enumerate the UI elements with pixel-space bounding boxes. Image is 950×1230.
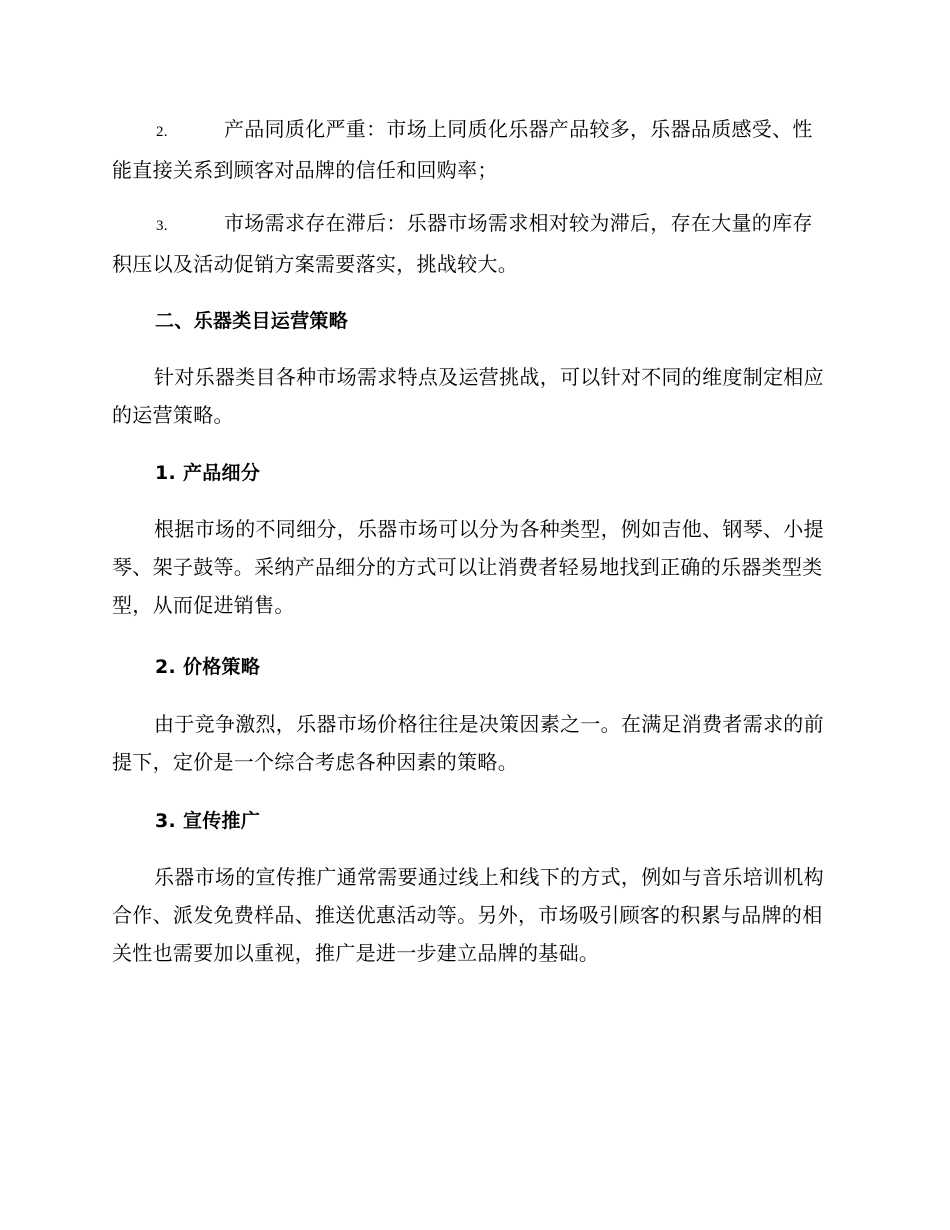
subsection-heading: 1. 产品细分 [155,462,261,484]
subsection-body: 由于竞争激烈，乐器市场价格往往是决策因素之一。在满足消费者需求的前提下，定价是一个综合考虑各种因素的策略。 [112,712,824,774]
subsection-body: 乐器市场的宣传推广通常需要通过线上和线下的方式，例如与音乐培训机构合作、派发免费样品、推送优惠活动等。另外，市场吸引顾客的积累与品牌的相关性也需要加以重视，推广是进一步建立品牌的基础。 [112,865,824,965]
section-heading: 二、乐器类目运营策略 [155,310,349,332]
intro-paragraph: 针对乐器类目各种市场需求特点及运营挑战，可以针对不同的维度制定相应的运营策略。 [112,365,824,427]
list-item-text: 市场需求存在滞后：乐器市场需求相对较为滞后，存在大量的库存积压以及活动促销方案需要落实，挑战较大。 [112,211,813,276]
subsection-heading: 2. 价格策略 [155,656,261,678]
list-item-number: 2. [156,124,168,140]
subsection-heading: 3. 宣传推广 [155,810,261,832]
list-item [112,204,832,283]
list-item-text: 产品同质化严重：市场上同质化乐器产品较多，乐器品质感受、性能直接关系到顾客对品牌的信任和回购率； [112,117,813,182]
list-item-number: 3. [156,218,168,234]
subsection-body: 根据市场的不同细分，乐器市场可以分为各种类型，例如吉他、钢琴、小提琴、架子鼓等。采纳产品细分的方式可以让消费者轻易地找到正确的乐器类型类型，从而促进销售。 [112,517,824,617]
list-item [112,110,832,189]
